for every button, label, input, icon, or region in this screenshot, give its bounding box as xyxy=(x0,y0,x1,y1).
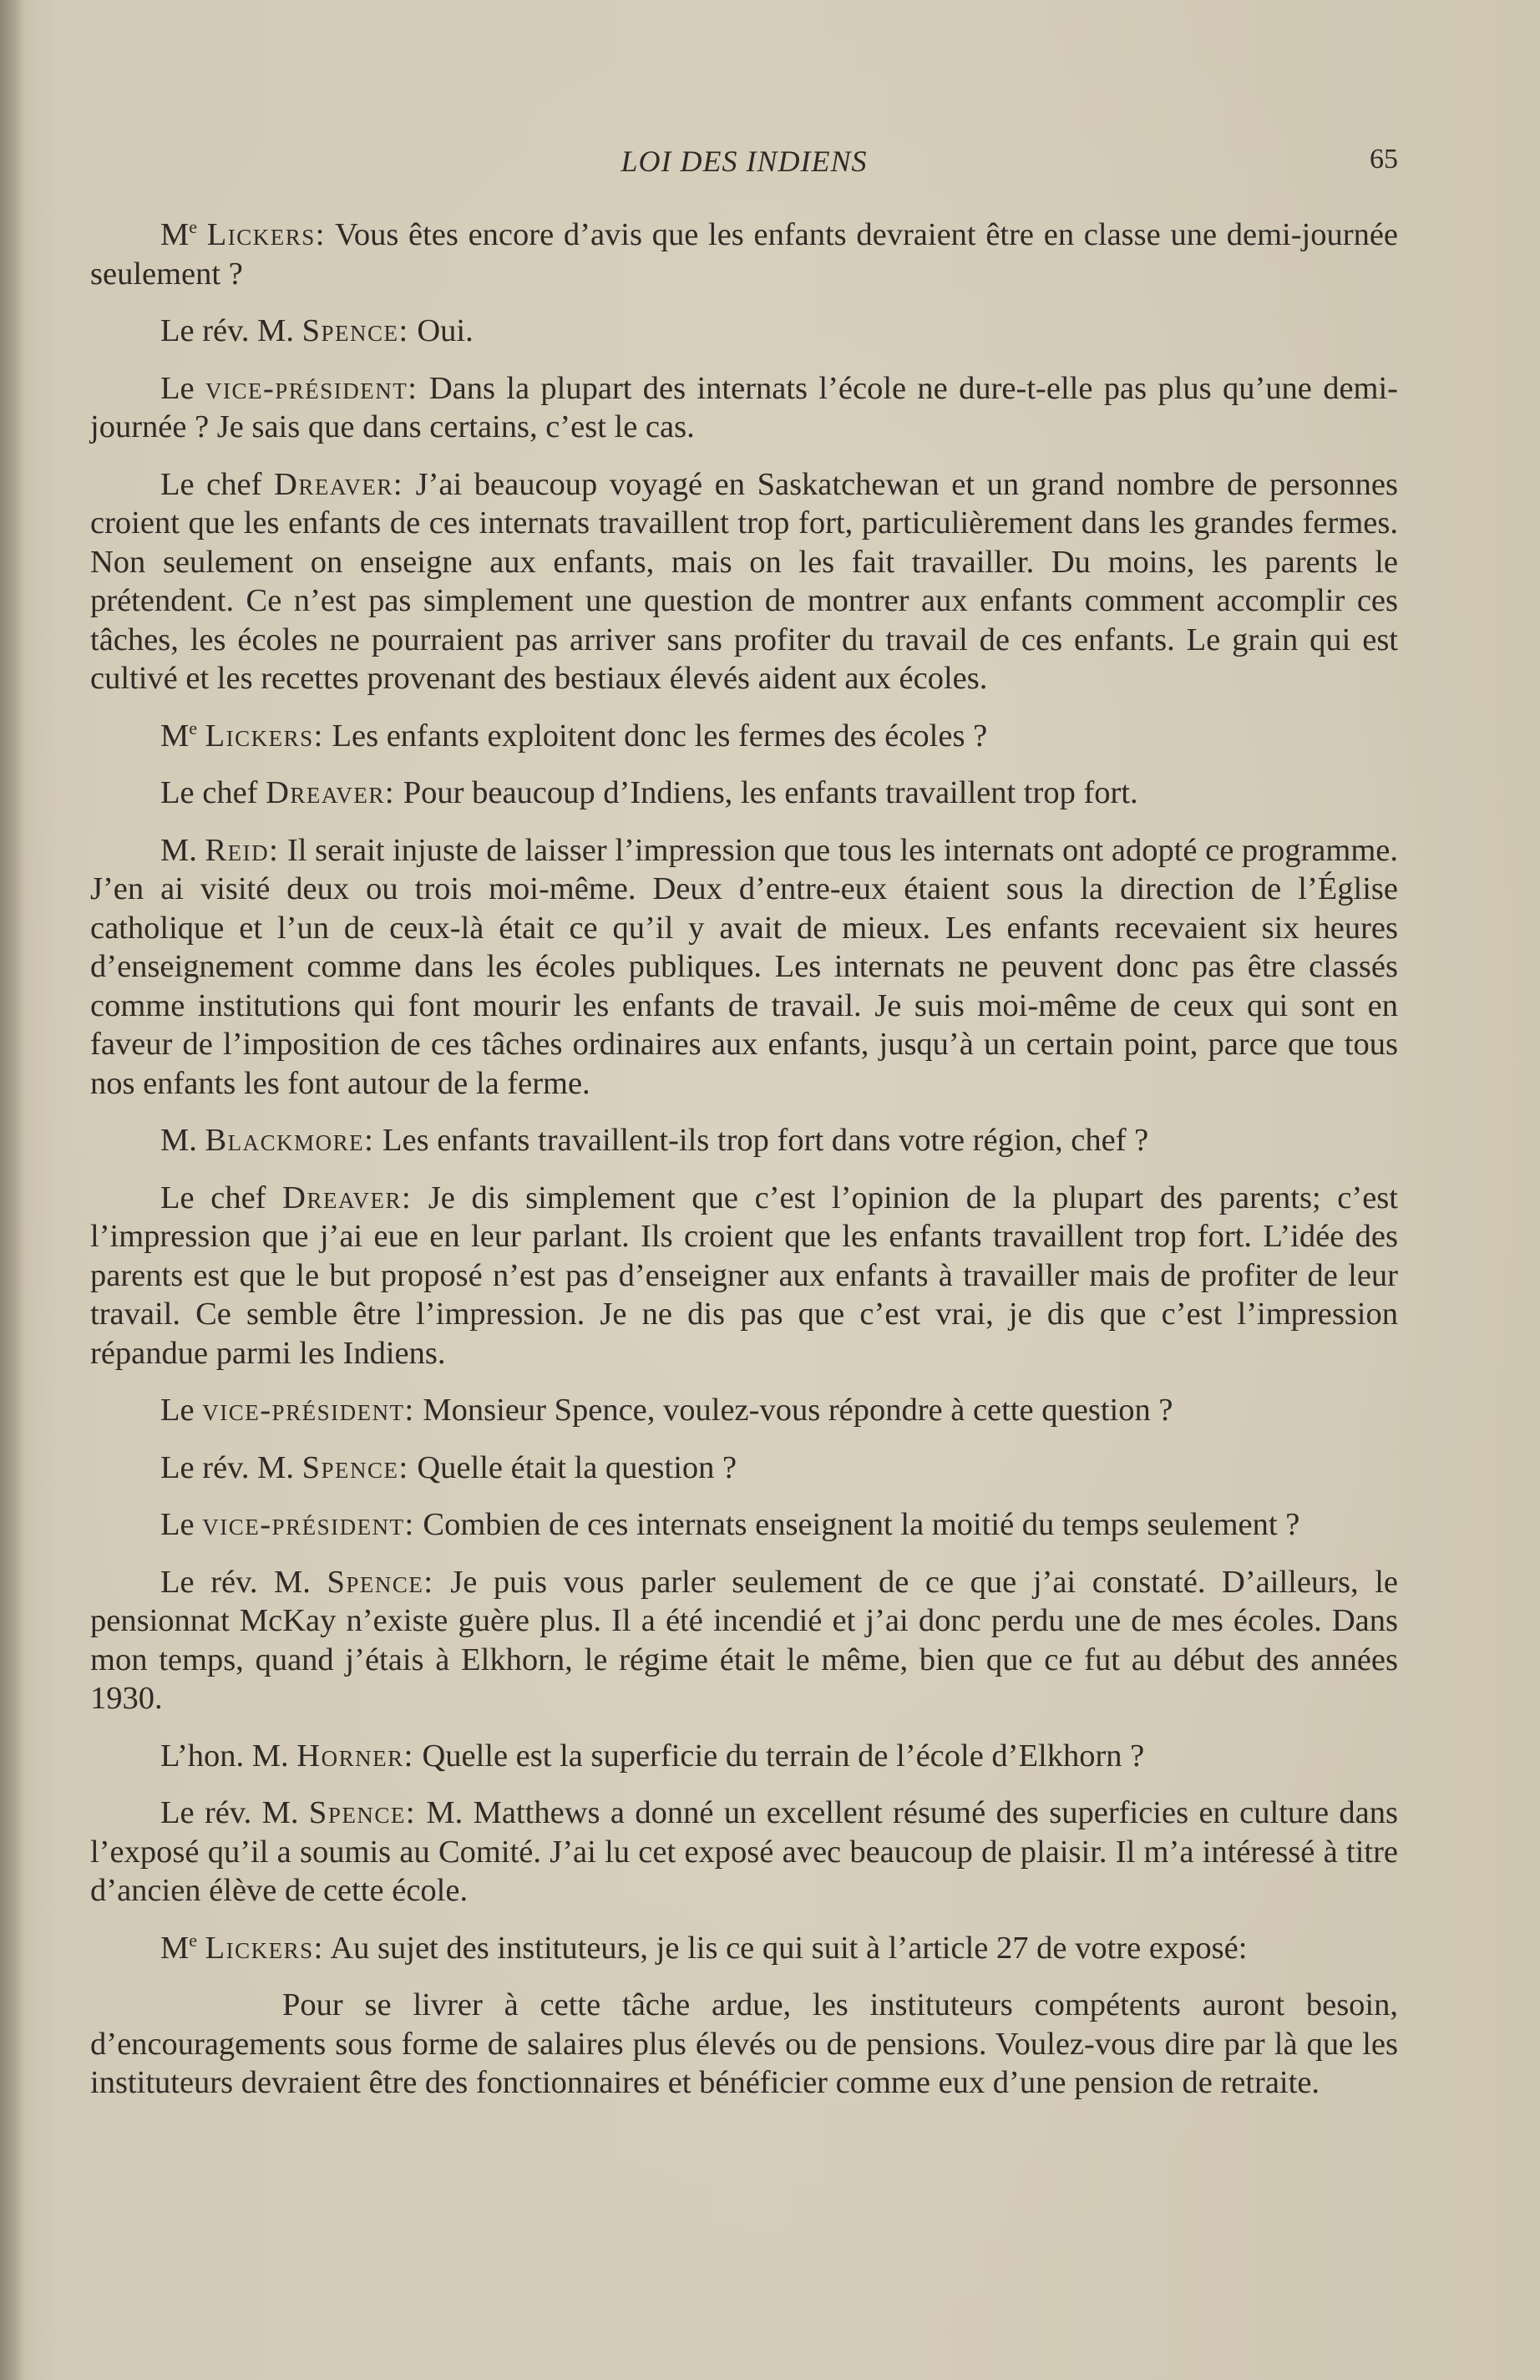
paragraph-text: Vous êtes encore d’avis que les enfants devraient être en classe une demi-journée seulement ? xyxy=(90,217,1398,292)
speaker-prefix: Le chef xyxy=(160,775,266,810)
speaker-prefix: Le rév. M. xyxy=(160,1795,309,1830)
speaker-prefix: Le chef xyxy=(160,1180,283,1215)
speaker-name: Lickers: xyxy=(205,1930,324,1966)
transcript-paragraph xyxy=(90,1794,1398,1911)
paragraph-text: M. Matthews a donné un excellent résumé des superficies en culture dans l’exposé qu’il a soumis au Comité. J’ai lu cet exposé avec beaucoup de plaisir. Il m’a intéressé à titre d’ancien élève de cette école. xyxy=(90,1795,1399,1908)
transcript-paragraph xyxy=(90,1121,1398,1160)
transcript-paragraph xyxy=(90,774,1398,813)
honorific-superscript: e xyxy=(189,717,197,738)
speaker-prefix: L’hon. M. xyxy=(160,1738,297,1774)
speaker-prefix: M. xyxy=(160,832,205,868)
transcript-paragraph xyxy=(90,1179,1398,1373)
speaker-name: Lickers: xyxy=(205,718,324,754)
speaker-name: vice-président: xyxy=(202,1393,415,1428)
paragraph-text: Je dis simplement que c’est l’opinion de la plupart des parents; c’est l’impression que j’ai eue en leur parlant. Ils croient que les enfants travaillent trop fort. L’idée des parents est que le but proposé n’est pas d’enseigner aux enfants à travailler mais de profiter de leur travail. Ce semble être l’impression. Je ne dis pas que c’est vrai, je dis que c’est l’impression répandue parmi les Indiens. xyxy=(90,1180,1398,1371)
book-spine-shadow xyxy=(0,0,25,2380)
speaker-prefix: M xyxy=(160,217,190,252)
transcript-paragraph xyxy=(90,369,1398,447)
speaker-name: Spence: xyxy=(301,1449,409,1485)
speaker-name: Blackmore: xyxy=(205,1123,375,1158)
paragraph-text: Quelle est la superficie du terrain de l’école d’Elkhorn ? xyxy=(413,1738,1145,1774)
paragraph-text: Pour beaucoup d’Indiens, les enfants travaillent trop fort. xyxy=(395,775,1138,810)
paragraph-text: J’ai beaucoup voyagé en Saskatchewan et un grand nombre de personnes croient que les enfants de ces internats travaillent trop fort, particulièrement dans les grandes fermes. Non seulement on enseigne aux enfants, mais on les fait travailler. Du moins, les parents le prétendent. Ce n’est pas simplement une question de montrer aux enfants comment accomplir ces tâches, les écoles ne pourraient pas arriver sans profiter du travail de ces enfants. Le grain qui est cultivé et les recettes provenant des bestiaux élevés aident aux écoles. xyxy=(90,466,1398,696)
speaker-prefix: M xyxy=(160,718,190,754)
paragraph-text: Dans la plupart des internats l’école ne dure-t-elle pas plus qu’une demi-journée ? Je sais que dans certains, c’est le cas. xyxy=(90,370,1398,444)
speaker-prefix: Le rév. M. xyxy=(160,313,302,348)
speaker-name: Dreaver: xyxy=(266,775,396,810)
speaker-name: Reid: xyxy=(205,832,280,868)
transcript-paragraph xyxy=(90,1505,1398,1545)
speaker-name: vice-président: xyxy=(202,1507,415,1542)
quoted-excerpt: Pour se livrer à cette tâche ardue, les instituteurs compétents auront besoin, d’encouragements sous forme de salaires plus élevés ou de pensions. Voulez-vous dire par là que les instituteurs devraient être des fonctionnaires et bénéficier comme eux d’une pension de retraite. xyxy=(90,1987,1398,2100)
paragraph-text: Combien de ces internats enseignent la moitié du temps seulement ? xyxy=(414,1507,1300,1542)
transcript-paragraph xyxy=(90,831,1398,1104)
speaker-name: Spence: xyxy=(327,1564,434,1600)
transcript-paragraph xyxy=(90,312,1398,351)
transcript-paragraph xyxy=(90,1737,1398,1776)
transcript-paragraph xyxy=(90,1929,1398,1968)
speaker-prefix: Le chef xyxy=(160,466,275,502)
speaker-name: Spence: xyxy=(301,313,409,348)
speaker-prefix: M. xyxy=(160,1123,205,1158)
transcript-paragraph xyxy=(90,465,1398,698)
speaker-prefix: Le xyxy=(160,1507,203,1542)
speaker-prefix: M xyxy=(160,1930,190,1966)
transcript-paragraph xyxy=(90,1449,1398,1488)
page-header xyxy=(90,144,1398,185)
transcript-body xyxy=(90,216,1398,2103)
paragraph-text: Oui. xyxy=(408,313,474,348)
paragraph-text: Les enfants travaillent-ils trop fort dans votre région, chef ? xyxy=(374,1123,1149,1158)
speaker-name: Horner: xyxy=(296,1738,414,1774)
paragraph-text: Quelle était la question ? xyxy=(408,1449,737,1485)
page-number: 65 xyxy=(1370,144,1398,175)
speaker-name: Dreaver: xyxy=(274,466,404,502)
running-title: LOI DES INDIENS xyxy=(621,145,868,178)
speaker-prefix: Le rév. M. xyxy=(160,1564,327,1600)
paragraph-text: Au sujet des instituteurs, je lis ce qui suit à l’article 27 de votre exposé: xyxy=(323,1930,1248,1966)
paragraph-text: Je puis vous parler seulement de ce que j’ai constaté. D’ailleurs, le pensionnat McKay n’existe guère plus. Il a été incendié et j’ai donc perdu une de mes écoles. Dans mon temps, quand j’étais à Elkhorn, le régime était le même, bien que ce fut au début des années 1930. xyxy=(90,1564,1398,1716)
speaker-name: Dreaver: xyxy=(282,1180,413,1215)
transcript-paragraph xyxy=(90,717,1398,756)
transcript-paragraph xyxy=(90,1563,1398,1718)
transcript-paragraph xyxy=(90,216,1398,293)
paragraph-text: Il serait injuste de laisser l’impression que tous les internats ont adopté ce programme. J’en ai visité deux ou trois moi-même. Deux d’entre-eux étaient sous la direction de l’Église catholique et l’un de ceux-là était ce qu’il y avait de mieux. Les enfants recevaient six heures d’enseignement comme dans les écoles publiques. Les internats ne peuvent donc pas être classés comme institutions qui font mourir les enfants de travail. Je suis moi-même de ceux qui sont en faveur de l’imposition de ces tâches ordinaires aux enfants, jusqu’à un certain point, parce que tous nos enfants les font autour de la ferme. xyxy=(90,832,1399,1101)
honorific-superscript: e xyxy=(189,216,197,238)
speaker-prefix: Le rév. M. xyxy=(160,1449,302,1485)
speaker-prefix: Le xyxy=(160,1393,203,1428)
paragraph-text: Les enfants exploitent donc les fermes des écoles ? xyxy=(323,718,988,754)
honorific-superscript: e xyxy=(189,1929,197,1951)
speaker-name: Lickers: xyxy=(206,217,326,252)
speaker-name: Spence: xyxy=(308,1795,417,1830)
paragraph-text: Monsieur Spence, voulez-vous répondre à cette question ? xyxy=(414,1393,1173,1428)
speaker-name: vice-président: xyxy=(205,370,418,406)
transcript-paragraph xyxy=(90,1391,1398,1430)
speaker-prefix: Le xyxy=(160,370,205,406)
